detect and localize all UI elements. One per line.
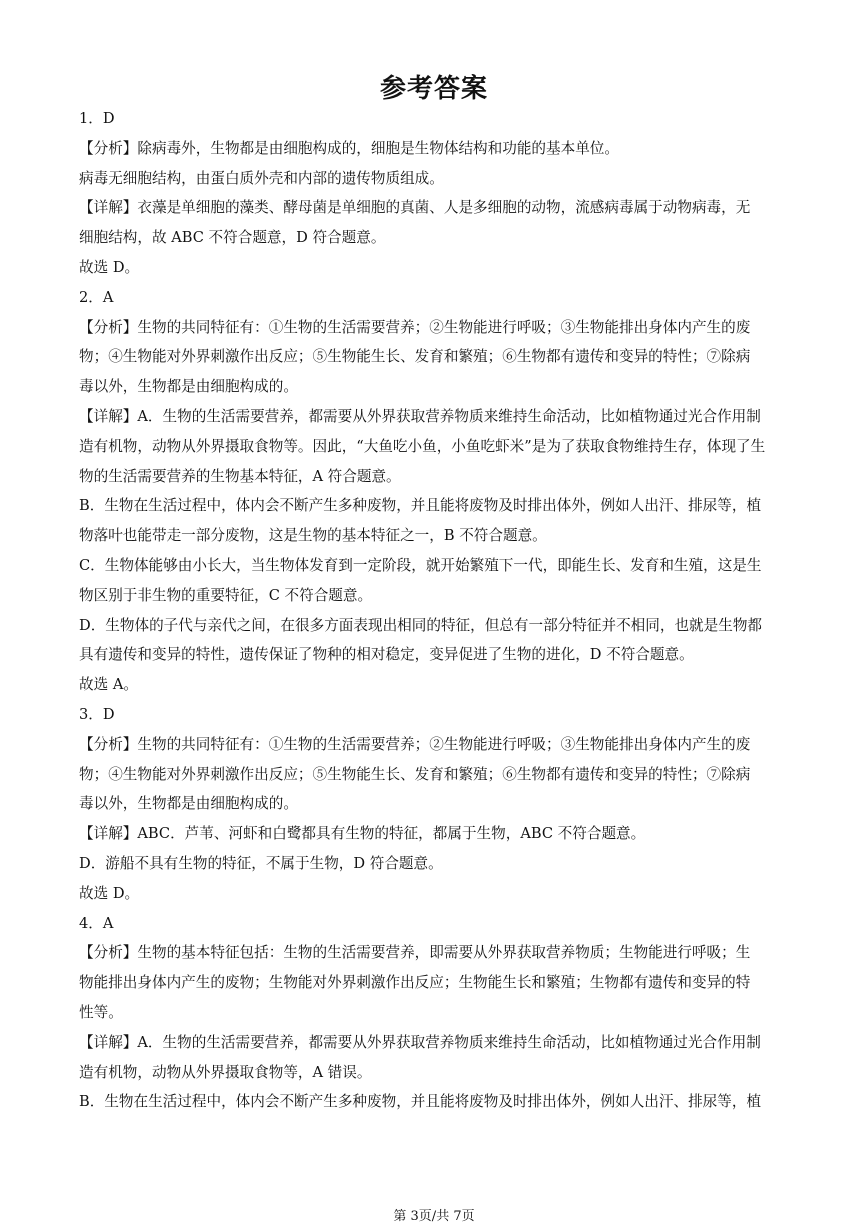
page-footer: 第 3页/共 7页 — [393, 1209, 475, 1224]
text-line: 【详解】衣藻是单细胞的藻类、酵母菌是单细胞的真菌、人是多细胞的动物，流感病毒属于动物病毒，无 — [79, 199, 751, 217]
text-line: 造有机物，动物从外界摄取食物等。因此，“大鱼吃小鱼，小鱼吃虾米”是为了获取食物维持生存，体现了生 — [79, 437, 766, 455]
text-line: 4．A — [79, 914, 114, 932]
text-line: 毒以外，生物都是由细胞构成的。 — [79, 795, 298, 813]
text-line: 病毒无细胞结构，由蛋白质外壳和内部的遗传物质组成。 — [79, 169, 444, 187]
text-line: 物；④生物能对外界刺激作出反应；⑤生物能生长、发育和繁殖；⑥生物都有遗传和变异的特性；⑦除病 — [79, 348, 751, 366]
text-line: C．生物体能够由小长大，当生物体发育到一定阶段，就开始繁殖下一代，即能生长、发育和生殖，这是生 — [79, 556, 762, 574]
text-line: D．游船不具有生物的特征，不属于生物，D 符合题意。 — [79, 854, 443, 872]
text-line: 【分析】生物的共同特征有：①生物的生活需要营养；②生物能进行呼吸；③生物能排出身体内产生的废 — [79, 318, 751, 336]
text-line: 【分析】生物的共同特征有：①生物的生活需要营养；②生物能进行呼吸；③生物能排出身体内产生的废 — [79, 735, 751, 753]
text-line: 毒以外，生物都是由细胞构成的。 — [79, 378, 298, 396]
text-line: 具有遗传和变异的特性，遗传保证了物种的相对稳定，变异促进了生物的进化，D 不符合题意。 — [79, 646, 694, 664]
text-line: 【详解】ABC．芦苇、河虾和白鹭都具有生物的特征，都属于生物，ABC 不符合题意。 — [79, 825, 646, 843]
text-line: B．生物在生活过程中，体内会不断产生多种废物，并且能将废物及时排出体外，例如人出汗、排尿等，植 — [79, 497, 762, 515]
text-line: 物区别于非生物的重要特征，C 不符合题意。 — [79, 586, 373, 604]
text-line: D．生物体的子代与亲代之间，在很多方面表现出相同的特征，但总有一部分特征并不相同，也就是生物都 — [79, 616, 763, 634]
text-line: 故选 D。 — [79, 884, 140, 902]
text-line: 故选 A。 — [79, 676, 138, 694]
text-line: 【详解】A．生物的生活需要营养，都需要从外界获取营养物质来维持生命活动，比如植物通过光合作用制 — [79, 407, 761, 425]
text-line: 【分析】除病毒外，生物都是由细胞构成的，细胞是生物体结构和功能的基本单位。 — [79, 139, 619, 157]
text-line: 物落叶也能带走一部分废物，这是生物的基本特征之一，B 不符合题意。 — [79, 527, 547, 545]
text-line: B．生物在生活过程中，体内会不断产生多种废物，并且能将废物及时排出体外，例如人出汗、排尿等，植 — [79, 1093, 762, 1111]
text-line: 1．D — [79, 110, 115, 127]
answer-content — [79, 104, 791, 1117]
text-line: 造有机物，动物从外界摄取食物等，A 错误。 — [79, 1063, 372, 1081]
text-line: 故选 D。 — [79, 258, 140, 276]
page-title: 参考答案 — [379, 74, 488, 104]
text-line: 【详解】A．生物的生活需要营养，都需要从外界获取营养物质来维持生命活动，比如植物通过光合作用制 — [79, 1033, 761, 1051]
text-line: 物能排出身体内产生的废物；生物能对外界刺激作出反应；生物能生长和繁殖；生物都有遗传和变异的特 — [79, 974, 751, 992]
text-line: 2．A — [79, 288, 114, 306]
text-line: 物的生活需要营养的生物基本特征，A 符合题意。 — [79, 467, 401, 485]
text-line: 【分析】生物的基本特征包括：生物的生活需要营养，即需要从外界获取营养物质；生物能进行呼吸；生 — [79, 944, 751, 962]
text-line: 3．D — [79, 705, 115, 723]
text-line: 物；④生物能对外界刺激作出反应；⑤生物能生长、发育和繁殖；⑥生物都有遗传和变异的特性；⑦除病 — [79, 765, 751, 783]
text-line: 性等。 — [79, 1003, 123, 1021]
text-line: 细胞结构，故 ABC 不符合题意，D 符合题意。 — [79, 229, 386, 247]
